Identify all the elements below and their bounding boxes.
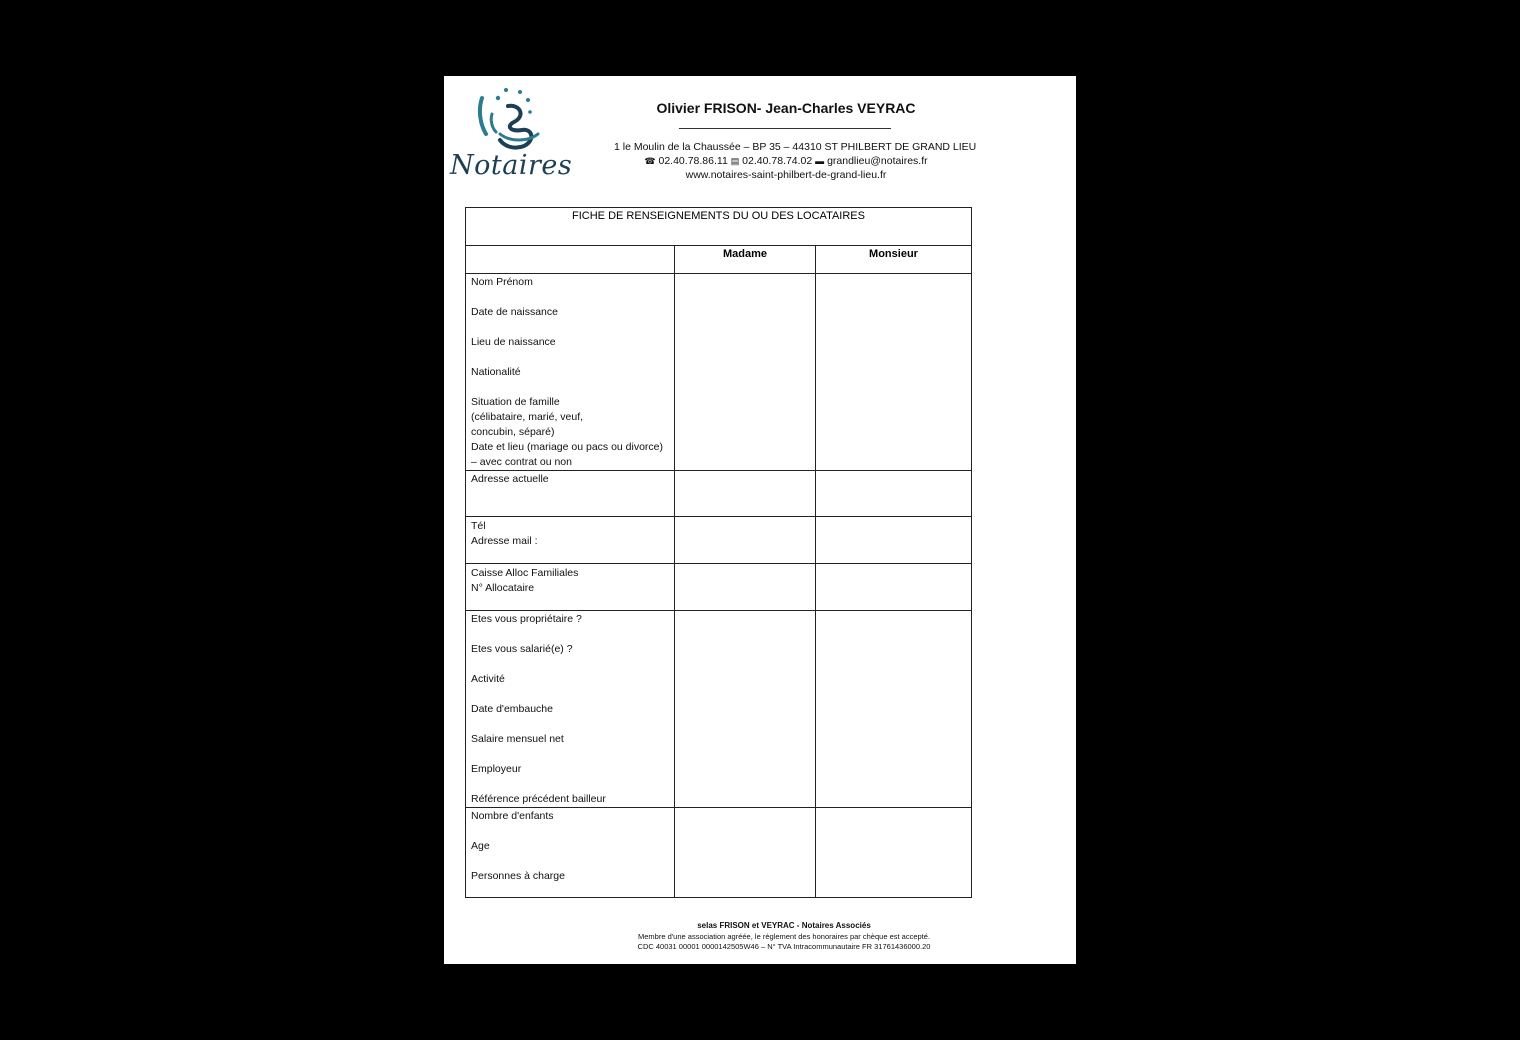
email-address[interactable]: grandlieu@notaires.fr (827, 155, 928, 167)
column-monsieur: Monsieur (816, 246, 972, 274)
fax-icon: ▤ (730, 156, 740, 166)
label-date-lieu: Date et lieu (mariage ou pacs ou divorce) (471, 441, 664, 453)
label-proprietaire: Etes vous propriétaire ? (471, 613, 582, 625)
label-nombre-enfants: Nombre d'enfants (471, 810, 554, 822)
phone-number: 02.40.78.86.11 (658, 155, 728, 167)
footer-association: Membre d'une association agréée, le règlement des honoraires par chèque est accepté. (637, 931, 931, 941)
label-date-embauche: Date d'embauche (471, 703, 553, 715)
label-date-naissance: Date de naissance (471, 306, 558, 318)
madame-contact-field[interactable] (675, 517, 816, 564)
contact-labels (466, 517, 675, 564)
monsieur-adresse-field[interactable] (816, 471, 972, 517)
label-situation-detail: (célibataire, marié, veuf, (471, 411, 584, 423)
label-lieu-naissance: Lieu de naissance (471, 336, 556, 348)
notaires-logo-icon (470, 84, 550, 156)
notaires-logo (450, 84, 574, 188)
madame-caf-field[interactable] (675, 564, 816, 611)
form-title: FICHE DE RENSEIGNEMENTS DU OU DES LOCATAIRES (466, 208, 972, 246)
header-divider (679, 128, 891, 129)
column-madame: Madame (675, 246, 816, 274)
label-nom-prenom: Nom Prénom (471, 276, 533, 288)
label-allocataire: N° Allocataire (471, 582, 535, 594)
footer-firm: selas FRISON et VEYRAC - Notaires Associés (697, 921, 871, 930)
label-situation-famille: Situation de famille (471, 396, 560, 408)
fax-number: 02.40.78.74.02 (742, 155, 813, 167)
label-personnes-charge: Personnes à charge (471, 870, 565, 882)
label-adresse-text: Adresse actuelle (471, 473, 549, 485)
tenant-info-table (465, 207, 972, 898)
label-salarie: Etes vous salarié(e) ? (471, 643, 573, 655)
madame-employment-field[interactable] (675, 611, 816, 808)
label-age: Age (471, 840, 490, 852)
label-employeur: Employeur (471, 763, 522, 775)
caf-labels (466, 564, 675, 611)
label-salaire: Salaire mensuel net (471, 733, 564, 745)
header-empty-cell (466, 246, 675, 274)
madame-identity-field[interactable] (675, 274, 816, 471)
website-link[interactable]: www.notaires-saint-philbert-de-grand-lieu.fr (685, 169, 887, 181)
label-contrat: – avec contrat ou non (471, 456, 572, 468)
children-labels (466, 808, 675, 898)
identity-labels (466, 274, 675, 471)
madame-adresse-field[interactable] (675, 471, 816, 517)
document-page (444, 76, 1076, 964)
notary-names: Olivier FRISON- Jean-Charles VEYRAC (656, 100, 916, 116)
contact-line (614, 154, 958, 168)
phone-icon: ☎ (644, 156, 656, 166)
label-tel: Tél (471, 520, 486, 532)
monsieur-caf-field[interactable] (816, 564, 972, 611)
label-adresse-mail: Adresse mail : (471, 535, 538, 547)
address-line: 1 le Moulin de la Chaussée – BP 35 – 44310 ST PHILBERT DE GRAND LIEU (614, 141, 977, 153)
label-nationalite: Nationalité (471, 366, 521, 378)
label-situation-detail-2: concubin, séparé) (471, 426, 555, 438)
label-reference-bailleur: Référence précédent bailleur (471, 793, 606, 805)
monsieur-children-field[interactable] (816, 808, 972, 898)
email-icon: ▬ (815, 156, 825, 166)
label-activite: Activité (471, 673, 505, 685)
footer-tva: CDC 40031 00001 0000142505W46 – N° TVA Intracommunautaire FR 31761436000.20 (637, 942, 931, 951)
monsieur-contact-field[interactable] (816, 517, 972, 564)
logo-text: Notaires (450, 150, 573, 181)
label-caisse: Caisse Alloc Familiales (471, 567, 579, 579)
contact-block (614, 140, 977, 182)
employment-labels (466, 611, 675, 808)
monsieur-identity-field[interactable] (816, 274, 972, 471)
label-adresse-actuelle (466, 471, 675, 517)
madame-children-field[interactable] (675, 808, 816, 898)
monsieur-employment-field[interactable] (816, 611, 972, 808)
page-footer (614, 921, 954, 953)
